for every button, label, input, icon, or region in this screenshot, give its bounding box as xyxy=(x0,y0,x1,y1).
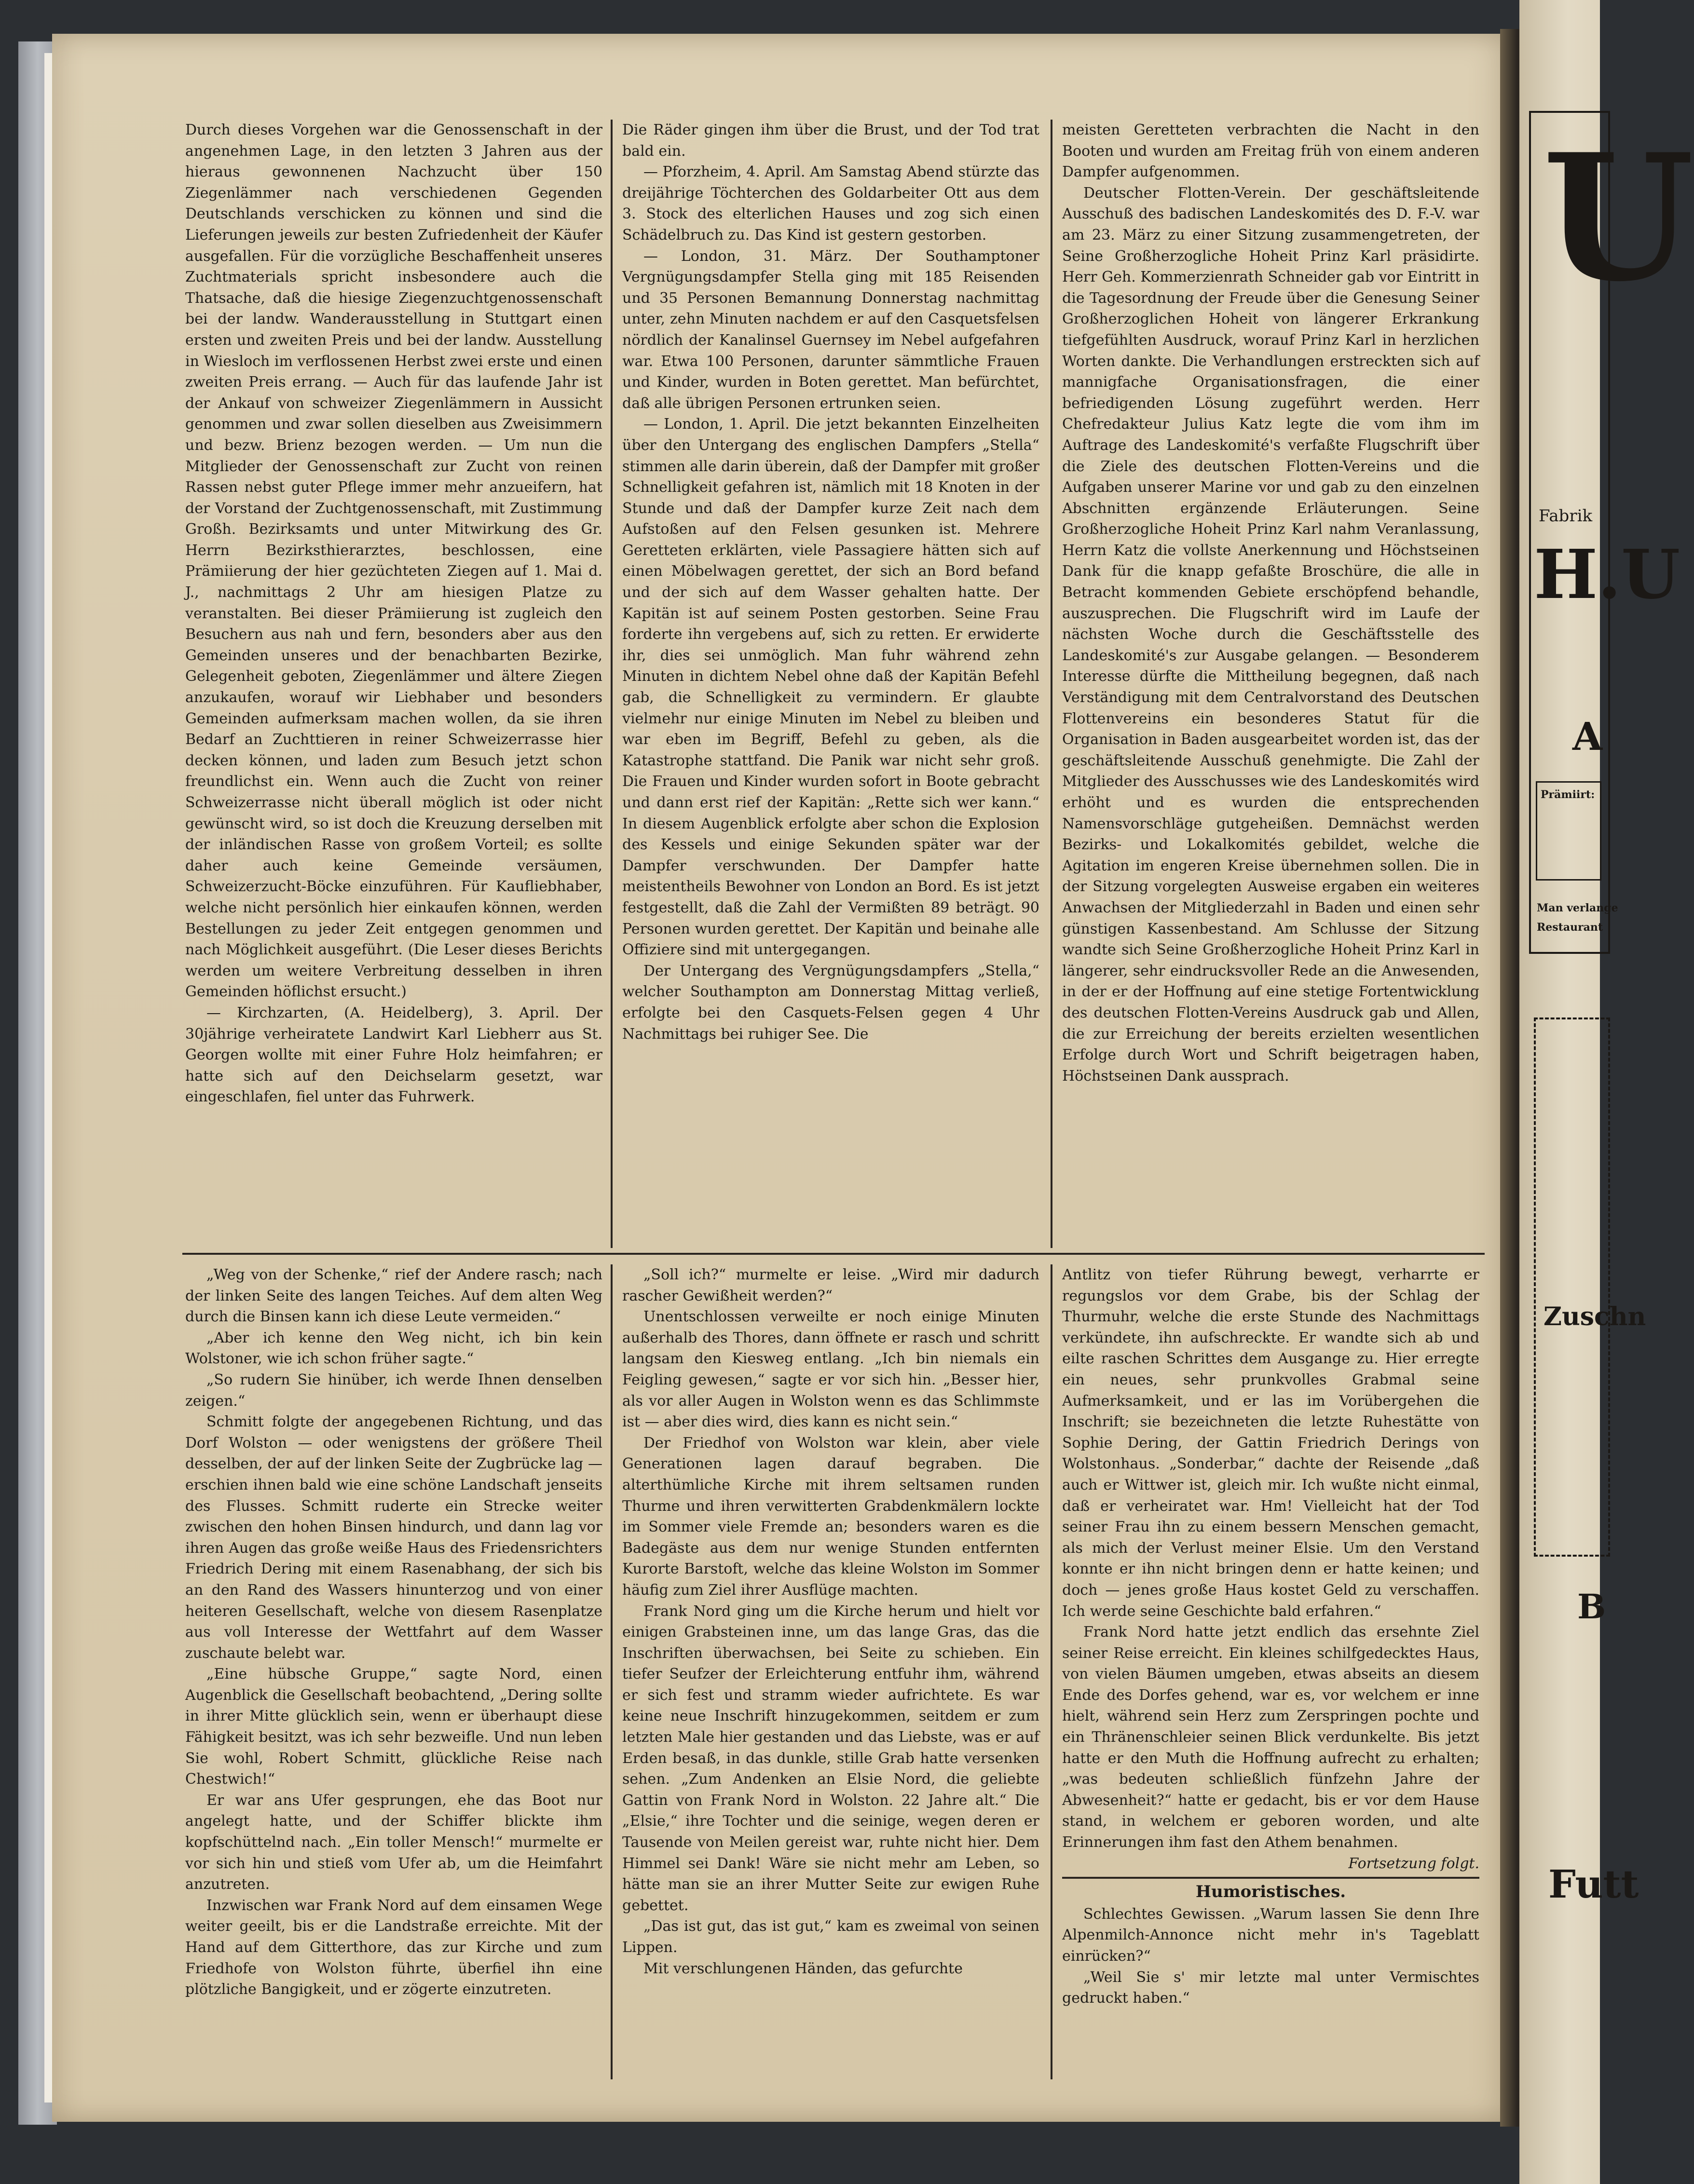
facing-page-edge xyxy=(1519,0,1694,2184)
bottom-col1-paragraph: „Aber ich kenne den Weg nicht, ich bin kein Wolstoner, wie ich schon früher sagte.“ xyxy=(185,1329,602,1368)
humor-heading: Humoristisches. xyxy=(1195,1882,1346,1902)
advert-line: Prämiirt: xyxy=(1541,788,1595,801)
top-col3-paragraph: meisten Geretteten verbrachten die Nacht in den Booten und wurden am Freitag früh von einem anderen Dampfer aufgenommen. xyxy=(1062,122,1479,181)
bottom-col1-paragraph: „So rudern Sie hinüber, ich werde Ihnen denselben zeigen.“ xyxy=(185,1371,602,1410)
top-column-2 xyxy=(622,120,1039,1045)
humor-paragraph: Schlechtes Gewissen. „Warum lassen Sie denn Ihre Alpenmilch-Annonce nicht mehr in's Tageblatt einrücken?“ xyxy=(1062,1905,1479,1965)
bottom-col2-paragraph: Frank Nord ging um die Kirche herum und hielt vor einigen Grabsteinen inne, um das lange Gras, das die Inschriften überwachsen, bei Seite zu schieben. Ein tiefer Seufzer der Erleichterung entfuhr ihm, während er sich fest und stramm wieder aufrichtete. Es war keine neue Inschrift hinzugekommen, seitdem er zum letzten Male hier gestanden und das Liebste, was er auf Erden besaß, in das dunkle, stille Grab hatte versenken sehen. „Zum Andenken an Elsie Nord, die geliebte Gattin von Frank Nord in Wolston. 22 Jahre alt.“ Die „Elsie,“ ihre Tochter und die seinige, wegen deren er Tausende von Meilen gereist war, ruhte nicht hier. Dem Himmel sei Dank! Wäre sie nicht mehr am Leben, so hätte man sie an ihrer Mutter Seite zur ewigen Ruhe gebettet. xyxy=(622,1602,1039,1914)
humor-divider xyxy=(1062,1877,1479,1879)
top-col3-paragraph: Deutscher Flotten-Verein. Der geschäftsleitende Ausschuß des badischen Landeskomités des D. F.-V. war am 23. März zu einer Sitzung zusammengetreten, der Seine Großherzogliche Hoheit Prinz Karl präsidirte. Herr Geh. Kommerzienrath Schneider gab vor Eintritt in die Tagesordnung der Freude über die Genesung Seiner Großherzoglichen Hoheit von längerer Erkrankung tiefgefühlten Ausdruck, worauf Prinz Karl in herzlichen Worten dankte. Die Verhandlungen erstreckten sich auf mannigfache Organisationsfragen, die einer befriedigenden Lösung zugeführt werden. Herr Chefredakteur Julius Katz legte die vom ihm im Auftrage des Landeskomité's verfaßte Flugschrift über die Ziele des deutschen Flotten-Vereins und die Aufgaben unserer Marine vor und gab zu den einzelnen Abschnitten ergänzende Erläuterungen. Seine Großherzogliche Hoheit Prinz Karl nahm Veranlassung, Herrn Katz die vollste Anerkennung und Höchstseinen Dank für die knapp gefaßte Broschüre, die alle in Betracht kommenden Gebiete erschöpfend behandle, auszusprechen. Die Flugschrift wird im Laufe der nächsten Woche durch die Geschäftsstelle des Landeskomité's zur Ausgabe gelangen. — Besonderem Interesse dürfte die Mittheilung begegnen, daß nach Verständigung mit dem Centralvorstand des Deutschen Flottenvereins ein besonderes Statut für die Organisation in Baden ausgearbeitet worden ist, das der geschäftsleitende Ausschuß genehmigte. Die Zahl der Mitglieder des Ausschusses wie des Landeskomités wird erhöht und es wurden die entsprechenden Namensvorschläge gutgeheißen. Demnächst werden Bezirks- und Lokalkomités gebildet, welche die Agitation im engeren Kreise übernehmen sollen. Die in der Sitzung vorgelegten Ausweise ergaben ein weiteres Anwachsen der Mitgliederzahl in Baden und einen sehr günstigen Kassenbestand. Am Schlusse der Sitzung wandte sich Seine Großherzogliche Hoheit Prinz Karl in längerer, sehr eindrucksvoller Rede an die Anwesenden, in der er der Hoffnung auf eine stetige Fortentwicklung des deutschen Flotten-Vereins Ausdruck gab und Allen, die zur Erreichung der bereits erzielten wesentlichen Erfolge durch Wort und Schrift beigetragen haben, Höchstseinen Dank aussprach. xyxy=(1062,184,1479,1085)
advert-line: Man verlange xyxy=(1537,902,1618,914)
bottom-col3-paragraph: Antlitz von tiefer Rührung bewegt, verharrte er regungslos vor dem Grabe, bis der Schlag der Thurmuhr, welche die erste Stunde des Nachmittags verkündete, ihn aufschreckte. Er wandte sich ab und eilte raschen Schrittes dem Ausgange zu. Hier erregte ein neues, sehr prunkvolles Grabmal seine Aufmerksamkeit, und er las im Vorübergehen die Inschrift; sie bezeichneten die letzte Ruhestätte von Sophie Dering, der Gattin Friedrich Derings von Wolstonhaus. „Sonderbar,“ dachte der Reisende „daß auch er Wittwer ist, gleich mir. Ich wußte nicht einmal, daß er verheiratet war. Hm! Vielleicht hat der Tod seiner Frau ihn zu einem bessern Menschen gemacht, als mich der Verlust meiner Elsie. Um den Verstand konnte er ihn nicht bringen denn er hatte keinen; und doch — jenes große Haus kostet Geld zu verschaffen. Ich werde seine Geschichte bald erfahren.“ xyxy=(1062,1266,1479,1620)
bottom-column-3 xyxy=(1062,1264,1479,2009)
bottom-col1-paragraph: Inzwischen war Frank Nord auf dem einsamen Wege weiter geeilt, bis er die Landstraße erreichte. Mit der Hand auf dem Gitterthore, das zur Kirche und zum Friedhofe von Wolston führte, überfiel ihn eine plötzliche Bangigkeit, und er zögerte einzutreten. xyxy=(185,1897,602,1998)
top-col2-paragraph: Die Räder gingen ihm über die Brust, und der Tod trat bald ein. xyxy=(622,122,1039,160)
top-col2-paragraph: — Pforzheim, 4. April. Am Samstag Abend stürzte das dreijährige Töchterchen des Goldarbeiter Ott aus dem 3. Stock des elterlichen Hauses und zog sich einen Schädelbruch zu. Das Kind ist gestern gestorben. xyxy=(622,163,1039,244)
humor-paragraph: „Weil Sie s' mir letzte mal unter Vermischtes gedruckt haben.“ xyxy=(1062,1968,1479,2007)
newspaper-page xyxy=(52,34,1518,2122)
section-divider xyxy=(182,1253,1485,1255)
top-col2-paragraph: — London, 31. März. Der Southamptoner Vergnügungsdampfer Stella ging mit 185 Reisenden und 35 Personen Bemannung Donnerstag nachmittag unter, zehn Minuten nachdem er auf den Casquetsfelsen nördlich der Kanalinsel Guernsey im Nebel aufgefahren war. Etwa 100 Personen, darunter sämmtliche Frauen und Kinder, wurden in Boten gerettet. Man befürchtet, daß alle übrigen Personen ertrunken seien. xyxy=(622,247,1039,412)
column-rule xyxy=(611,1264,613,2079)
bottom-col2-paragraph: „Das ist gut, das ist gut,“ kam es zweimal von seinen Lippen. xyxy=(622,1918,1039,1956)
bottom-column-1 xyxy=(185,1264,602,2000)
advert-line: Futt xyxy=(1548,1861,1639,1907)
top-column-1 xyxy=(185,120,602,1108)
bottom-col2-paragraph: Unentschlossen verweilte er noch einige Minuten außerhalb des Thores, dann öffnete er rasch und schritt langsam den Kiesweg entlang. „Ich bin niemals ein Feigling gewesen,“ sagte er vor sich hin. „Besser hier, als vor aller Augen in Wolston wenn es das Schlimmste ist — aber dies wird, dies kann es nicht sein.“ xyxy=(622,1308,1039,1431)
continuation-note: Fortsetzung folgt. xyxy=(1348,1855,1479,1872)
column-rule xyxy=(1051,120,1052,1248)
advert-line: B xyxy=(1577,1587,1606,1627)
column-rule xyxy=(611,120,613,1248)
advert-line: Fabrik xyxy=(1539,506,1593,526)
column-rule xyxy=(1051,1264,1052,2079)
bottom-column-2 xyxy=(622,1264,1039,1979)
advert-line: Zuschn xyxy=(1544,1302,1646,1331)
bottom-col2-paragraph: „Soll ich?“ murmelte er leise. „Wird mir dadurch rascher Gewißheit werden?“ xyxy=(622,1266,1039,1304)
top-col1-paragraph: Durch dieses Vorgehen war die Genossenschaft in der angenehmen Lage, in den letzten 3 Jahren aus der hieraus gewonnenen Nachzucht über 150 Ziegenlämmer nach verschiedenen Gegenden Deutschlands verschicken zu können und sind die Lieferungen jeweils zur besten Zufriedenheit der Käufer ausgefallen. Für die vorzügliche Beschaffenheit unseres Zuchtmaterials spricht insbesondere auch die Thatsache, daß die hiesige Ziegenzuchtgenossenschaft bei der landw. Wanderausstellung in Stuttgart einen ersten und zweiten Preis und bei der landw. Ausstellung in Wiesloch im verflossenen Herbst zwei erste und einen zweiten Preis errang. — Auch für das laufende Jahr ist der Ankauf von schweizer Ziegenlämmern in Aussicht genommen und zwar sollen dieselben aus Zweisimmern und bezw. Brienz bezogen werden. — Um nun die Mitglieder der Genossenschaft zur Zucht von reinen Rassen nebst guter Pflege immer mehr anzueifern, hat der Vorstand der Zuchtgenossenschaft, mit Zustimmung Großh. Bezirksamts und unter Mitwirkung des Gr. Herrn Bezirksthierarztes, beschlossen, eine Prämiierung der hier gezüchteten Ziegen auf 1. Mai d. J., nachmittags 2 Uhr am hiesigen Platze zu veranstalten. Bei dieser Prämiierung ist zugleich den Besuchern aus nah und fern, besonders aber aus den Gemeinden unseres und der benachbarten Bezirke, Gelegenheit geboten, Ziegenlämmer und ältere Ziegen anzukaufen, worauf wir Liebhaber und besonders Gemeinden aufmerksam machen wollen, da sie ihren Bedarf an Zuchttieren in reiner Schweizerrasse hier decken können, und laden zum Besuch jetzt schon freundlichst ein. Wenn auch die Zucht von reiner Schweizerrasse nicht überall möglich ist oder nicht gewünscht wird, so ist doch die Kreuzung derselben mit der inländischen Rasse von großem Vorteil; es sollte daher auch keine Gemeinde versäumen, Schweizerzucht-Böcke einzuführen. Für Kaufliebhaber, welche nicht persönlich hier einkaufen können, werden Bestellungen zu jeder Zeit entgegen genommen und nach Möglichkeit ausgeführt. (Die Leser dieses Berichts werden um weitere Verbreitung desselben in ihren Gemeinden höflichst ersucht.) xyxy=(185,122,602,1001)
advert-box xyxy=(1534,1017,1610,1557)
advert-line: A xyxy=(1572,714,1603,759)
bottom-col3-paragraph: Frank Nord hatte jetzt endlich das ersehnte Ziel seiner Reise erreicht. Ein kleines schilfgedecktes Haus, von vielen Bäumen umgeben, etwas abseits an diesem Ende des Dorfes gehend, war es, vor welchem er inne hielt, während sein Herz zum Zerspringen pochte und ein Thränenschleier seinen Blick verdunkelte. Bis jetzt hatte er den Muth die Hoffnung aufrecht zu erhalten; „was bedeuten schließlich fünfzehn Jahre der Abwesenheit?“ hatte er gedacht, bis er vor dem Hause stand, in welchem er geboren worden, und alte Erinnerungen ihm fast den Athem benahmen. xyxy=(1062,1624,1479,1851)
top-col2-paragraph: Der Untergang des Vergnügungsdampfers „Stella,“ welcher Southampton am Donnerstag Mittag verließ, erfolgte bei den Casquets-Felsen gegen 4 Uhr Nachmittags bei ruhiger See. Die xyxy=(622,962,1039,1043)
bottom-col2-paragraph: Der Friedhof von Wolston war klein, aber viele Generationen lagen darauf begraben. Die alterthümliche Kirche mit ihrem seltsamen runden Thurme und ihren verwitterten Grabdenkmälern lockte im Sommer viele Fremde an; besonders waren es die Badegäste aus dem nur wenige Stunden entfernten Kurorte Barstoft, welche das kleine Wolston im Sommer häufig zum Ziel ihrer Ausflüge machten. xyxy=(622,1434,1039,1599)
bottom-col1-paragraph: „Eine hübsche Gruppe,“ sagte Nord, einen Augenblick die Gesellschaft beobachtend, „Dering sollte in ihrer Mitte glücklich sein, wenn er überhaupt diese Fähigkeit besitzt, was ich sehr bezweifle. Und nun leben Sie wohl, Robert Schmitt, glückliche Reise nach Chestwich!“ xyxy=(185,1666,602,1788)
bottom-col1-paragraph: Er war ans Ufer gesprungen, ehe das Boot nur angelegt hatte, und der Schiffer blickte ihm kopfschüttelnd nach. „Ein toller Mensch!“ murmelte er vor sich hin und stieß vom Ufer ab, um die Heimfahrt anzutreten. xyxy=(185,1791,602,1893)
bottom-col1-paragraph: „Weg von der Schenke,“ rief der Andere rasch; nach der linken Seite des langen Teiches. Auf dem alten Weg durch die Binsen kann ich diese Leute vermeiden.“ xyxy=(185,1266,602,1326)
advert-big-letter: U xyxy=(1543,116,1694,320)
advert-line: H.U xyxy=(1534,535,1680,614)
top-col1-paragraph: — Kirchzarten, (A. Heidelberg), 3. April. Der 30jährige verheiratete Landwirt Karl Liebherr aus St. Georgen wollte mit einer Fuhre Holz heimfahren; er hatte sich auf den Deichselarm gesetzt, war eingeschlafen, fiel unter das Fuhrwerk. xyxy=(185,1004,602,1106)
advert-line: Restaurant xyxy=(1537,921,1603,934)
top-column-3 xyxy=(1062,120,1479,1086)
top-col2-paragraph: — London, 1. April. Die jetzt bekannten Einzelheiten über den Untergang des englischen Dampfers „Stella“ stimmen alle darin überein, daß der Dampfer mit großer Schnelligkeit gefahren ist, nämlich mit 18 Knoten in der Stunde und daß der Dampfer kurze Zeit nach dem Aufstoßen auf den Felsen gesunken ist. Mehrere Geretteten erklärten, viele Passagiere hätten sich auf einen Möbelwagen gerettet, der sich an Bord befand und der sich auf dem Wasser gehalten hatte. Der Kapitän ist auf seinem Posten gestorben. Seine Frau forderte ihn vergebens auf, sich zu retten. Er erwiderte ihr, dies sei unmöglich. Man fuhr während zehn Minuten in dichtem Nebel ohne daß der Kapitän Befehl gab, die Schnelligkeit zu vermindern. Er glaubte vielmehr nur einige Minuten im Nebel zu bleiben und war eben im Begriff, Befehl zu geben, als die Katastrophe stattfand. Die Panik war nicht sehr groß. Die Frauen und Kinder wurden sofort in Boote gebracht und dann erst rief der Kapitän: „Rette sich wer kann.“ In diesem Augenblick erfolgte aber schon die Explosion des Kessels und einige Sekunden später war der Dampfer verschwunden. Der Dampfer hatte meistentheils Bewohner von London an Bord. Es ist jetzt festgestellt, daß die Zahl der Vermißten 89 beträgt. 90 Personen wurden gerettet. Der Kapitän und beinahe alle Offiziere sind mit untergegangen. xyxy=(622,416,1039,959)
bottom-col1-paragraph: Schmitt folgte der angegebenen Richtung, und das Dorf Wolston — oder wenigstens der größere Theil desselben, der auf der linken Seite der Zugbrücke lag — erschien ihnen bald wie eine schöne Landschaft jenseits des Flusses. Schmitt ruderte ein Strecke weiter zwischen den hohen Binsen hindurch, und dann lag vor ihren Augen das große weiße Haus des Friedensrichters Friedrich Dering mit einem Rasenabhang, der sich bis an den Rand des Wassers hinunterzog und von einer heiteren Gesellschaft, welche von diesem Rasenplatze aus voll Interesse der Wettfahrt auf dem Wasser zuschaute belebt war. xyxy=(185,1413,602,1662)
bottom-col2-paragraph: Mit verschlungenen Händen, das gefurchte xyxy=(643,1960,963,1977)
